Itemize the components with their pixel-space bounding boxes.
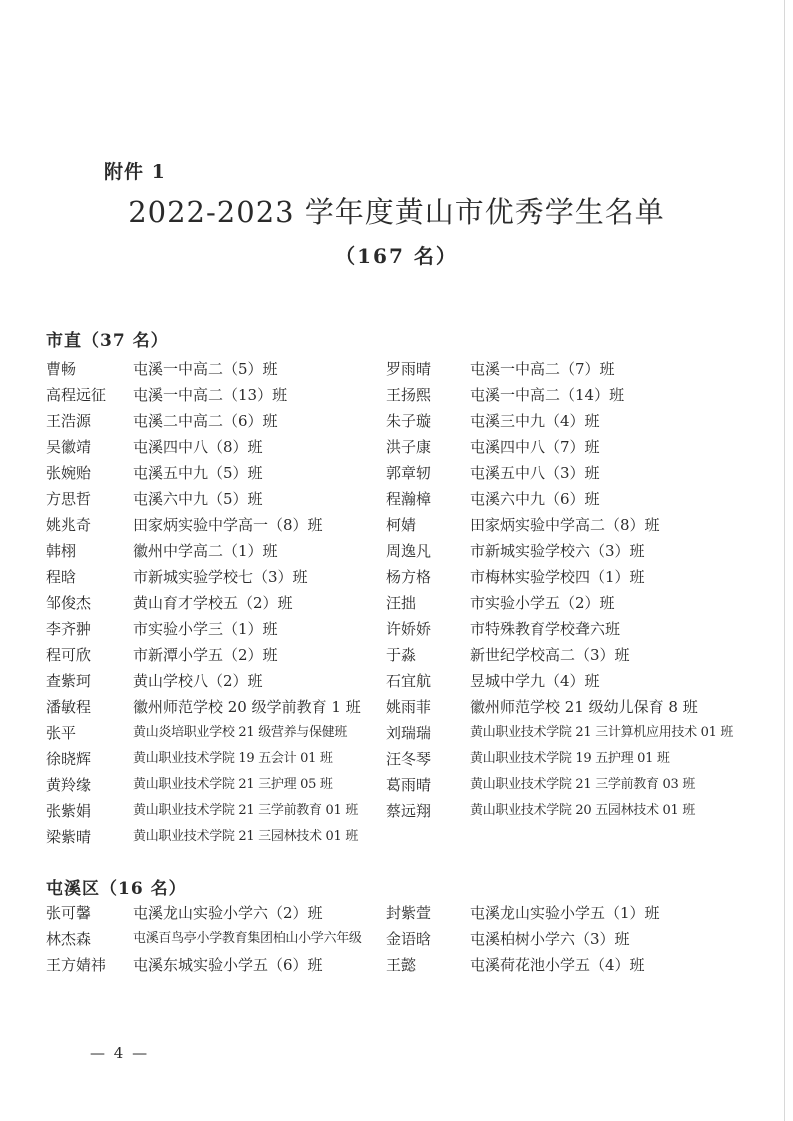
student-name: 曹畅	[46, 360, 77, 378]
student-list-tunxi	[0, 900, 793, 978]
student-class: 田家炳实验中学高二（8）班	[470, 516, 660, 534]
section-heading-shizhi: 市直（37 名）	[46, 331, 169, 351]
student-class: 市实验小学三（1）班	[133, 620, 278, 638]
table-row	[0, 460, 793, 486]
student-name: 金语晗	[386, 930, 432, 948]
section-heading-tunxi: 屯溪区（16 名）	[46, 879, 187, 899]
student-class: 黄山职业技术学院 21 三学前教育 01 班	[133, 803, 359, 818]
table-row	[0, 616, 793, 642]
student-class: 黄山职业技术学院 20 五园林技术 01 班	[470, 803, 696, 818]
student-name: 林杰森	[46, 930, 92, 948]
table-row	[0, 720, 793, 746]
student-class: 市梅林实验学校四（1）班	[470, 568, 645, 586]
student-name: 徐晓辉	[46, 750, 92, 768]
student-class: 市新城实验学校七（3）班	[133, 568, 308, 586]
table-row	[0, 900, 793, 926]
student-class: 屯溪一中高二（7）班	[470, 360, 615, 378]
table-row	[0, 356, 793, 382]
student-name: 蔡远翔	[386, 802, 432, 820]
document-title: 2022-2023 学年度黄山市优秀学生名单	[128, 195, 665, 229]
student-class: 田家炳实验中学高一（8）班	[133, 516, 323, 534]
student-class: 黄山炎培职业学校 21 级营养与保健班	[133, 725, 348, 740]
student-name: 程可欣	[46, 646, 92, 664]
student-class: 屯溪二中高二（6）班	[133, 412, 278, 430]
student-name: 封紫萱	[386, 904, 432, 922]
student-name: 朱子璇	[386, 412, 432, 430]
student-name: 葛雨晴	[386, 776, 432, 794]
student-class: 市特殊教育学校聋六班	[470, 620, 621, 638]
student-name: 汪拙	[386, 594, 417, 612]
student-class: 新世纪学校高二（3）班	[470, 646, 630, 664]
student-name: 张平	[46, 724, 77, 742]
student-list-shizhi	[0, 356, 793, 850]
document-subtitle: （167 名）	[335, 244, 458, 268]
attachment-label: 附件 1	[104, 161, 166, 183]
student-name: 张可馨	[46, 904, 92, 922]
table-row	[0, 952, 793, 978]
student-class: 黄山职业技术学院 21 三护理 05 班	[133, 777, 333, 792]
student-class: 市实验小学五（2）班	[470, 594, 615, 612]
student-class: 屯溪一中高二（13）班	[133, 386, 288, 404]
table-row	[0, 694, 793, 720]
student-name: 石宜航	[386, 672, 432, 690]
student-class: 徽州中学高二（1）班	[133, 542, 278, 560]
page-number: — 4 —	[90, 1044, 150, 1062]
student-class: 屯溪龙山实验小学六（2）班	[133, 904, 323, 922]
student-class: 屯溪四中八（8）班	[133, 438, 263, 456]
student-class: 屯溪六中九（6）班	[470, 490, 600, 508]
student-class: 黄山职业技术学院 19 五会计 01 班	[133, 751, 333, 766]
student-class: 黄山学校八（2）班	[133, 672, 263, 690]
student-class: 屯溪柏树小学六（3）班	[470, 930, 630, 948]
student-name: 姚雨菲	[386, 698, 432, 716]
student-class: 屯溪五中八（3）班	[470, 464, 600, 482]
table-row	[0, 926, 793, 952]
student-name: 周逸凡	[386, 542, 432, 560]
student-class: 屯溪百鸟亭小学教育集团柏山小学六年级	[133, 931, 362, 946]
table-row	[0, 642, 793, 668]
student-class: 屯溪六中九（5）班	[133, 490, 263, 508]
student-class: 屯溪四中八（7）班	[470, 438, 600, 456]
student-name: 程晗	[46, 568, 77, 586]
student-name: 程瀚樟	[386, 490, 432, 508]
table-row	[0, 824, 793, 850]
student-class: 屯溪东城实验小学五（6）班	[133, 956, 323, 974]
student-name: 李齐翀	[46, 620, 92, 638]
student-class: 屯溪一中高二（5）班	[133, 360, 278, 378]
table-row	[0, 486, 793, 512]
student-name: 王浩源	[46, 412, 92, 430]
student-class: 屯溪五中九（5）班	[133, 464, 263, 482]
student-name: 邹俊杰	[46, 594, 92, 612]
student-name: 柯婧	[386, 516, 417, 534]
student-class: 屯溪龙山实验小学五（1）班	[470, 904, 660, 922]
student-class: 黄山职业技术学院 21 三学前教育 03 班	[470, 777, 696, 792]
table-row	[0, 538, 793, 564]
student-name: 张紫娟	[46, 802, 92, 820]
student-name: 韩栩	[46, 542, 77, 560]
student-name: 刘瑞瑞	[386, 724, 432, 742]
table-row	[0, 512, 793, 538]
student-name: 郭章轫	[386, 464, 432, 482]
student-name: 张婉贻	[46, 464, 92, 482]
student-name: 王懿	[386, 956, 417, 974]
student-name: 汪冬琴	[386, 750, 432, 768]
student-class: 徽州师范学校 20 级学前教育 1 班	[133, 698, 361, 716]
table-row	[0, 590, 793, 616]
student-class: 黄山职业技术学院 21 三园林技术 01 班	[133, 829, 359, 844]
student-name: 许娇娇	[386, 620, 432, 638]
student-name: 黄羚缘	[46, 776, 92, 794]
student-class: 屯溪荷花池小学五（4）班	[470, 956, 645, 974]
table-row	[0, 798, 793, 824]
table-row	[0, 668, 793, 694]
student-name: 查紫珂	[46, 672, 92, 690]
student-class: 昱城中学九（4）班	[470, 672, 600, 690]
student-class: 市新城实验学校六（3）班	[470, 542, 645, 560]
student-name: 姚兆奇	[46, 516, 92, 534]
student-name: 于淼	[386, 646, 417, 664]
student-name: 罗雨晴	[386, 360, 432, 378]
table-row	[0, 746, 793, 772]
student-class: 屯溪一中高二（14）班	[470, 386, 625, 404]
table-row	[0, 408, 793, 434]
table-row	[0, 564, 793, 590]
student-name: 潘敏程	[46, 698, 92, 716]
student-class: 黄山育才学校五（2）班	[133, 594, 293, 612]
student-name: 梁紫晴	[46, 828, 92, 846]
student-name: 洪子康	[386, 438, 432, 456]
table-row	[0, 434, 793, 460]
student-name: 王扬熙	[386, 386, 432, 404]
student-name: 吴徽靖	[46, 438, 92, 456]
student-name: 高程远征	[46, 386, 107, 404]
student-class: 黄山职业技术学院 19 五护理 01 班	[470, 751, 670, 766]
student-name: 杨方格	[386, 568, 432, 586]
table-row	[0, 772, 793, 798]
student-class: 徽州师范学校 21 级幼儿保育 8 班	[470, 698, 698, 716]
table-row	[0, 382, 793, 408]
student-class: 黄山职业技术学院 21 三计算机应用技术 01 班	[470, 725, 734, 740]
student-class: 屯溪三中九（4）班	[470, 412, 600, 430]
student-class: 市新潭小学五（2）班	[133, 646, 278, 664]
student-name: 方思哲	[46, 490, 92, 508]
student-name: 王方婧祎	[46, 956, 107, 974]
